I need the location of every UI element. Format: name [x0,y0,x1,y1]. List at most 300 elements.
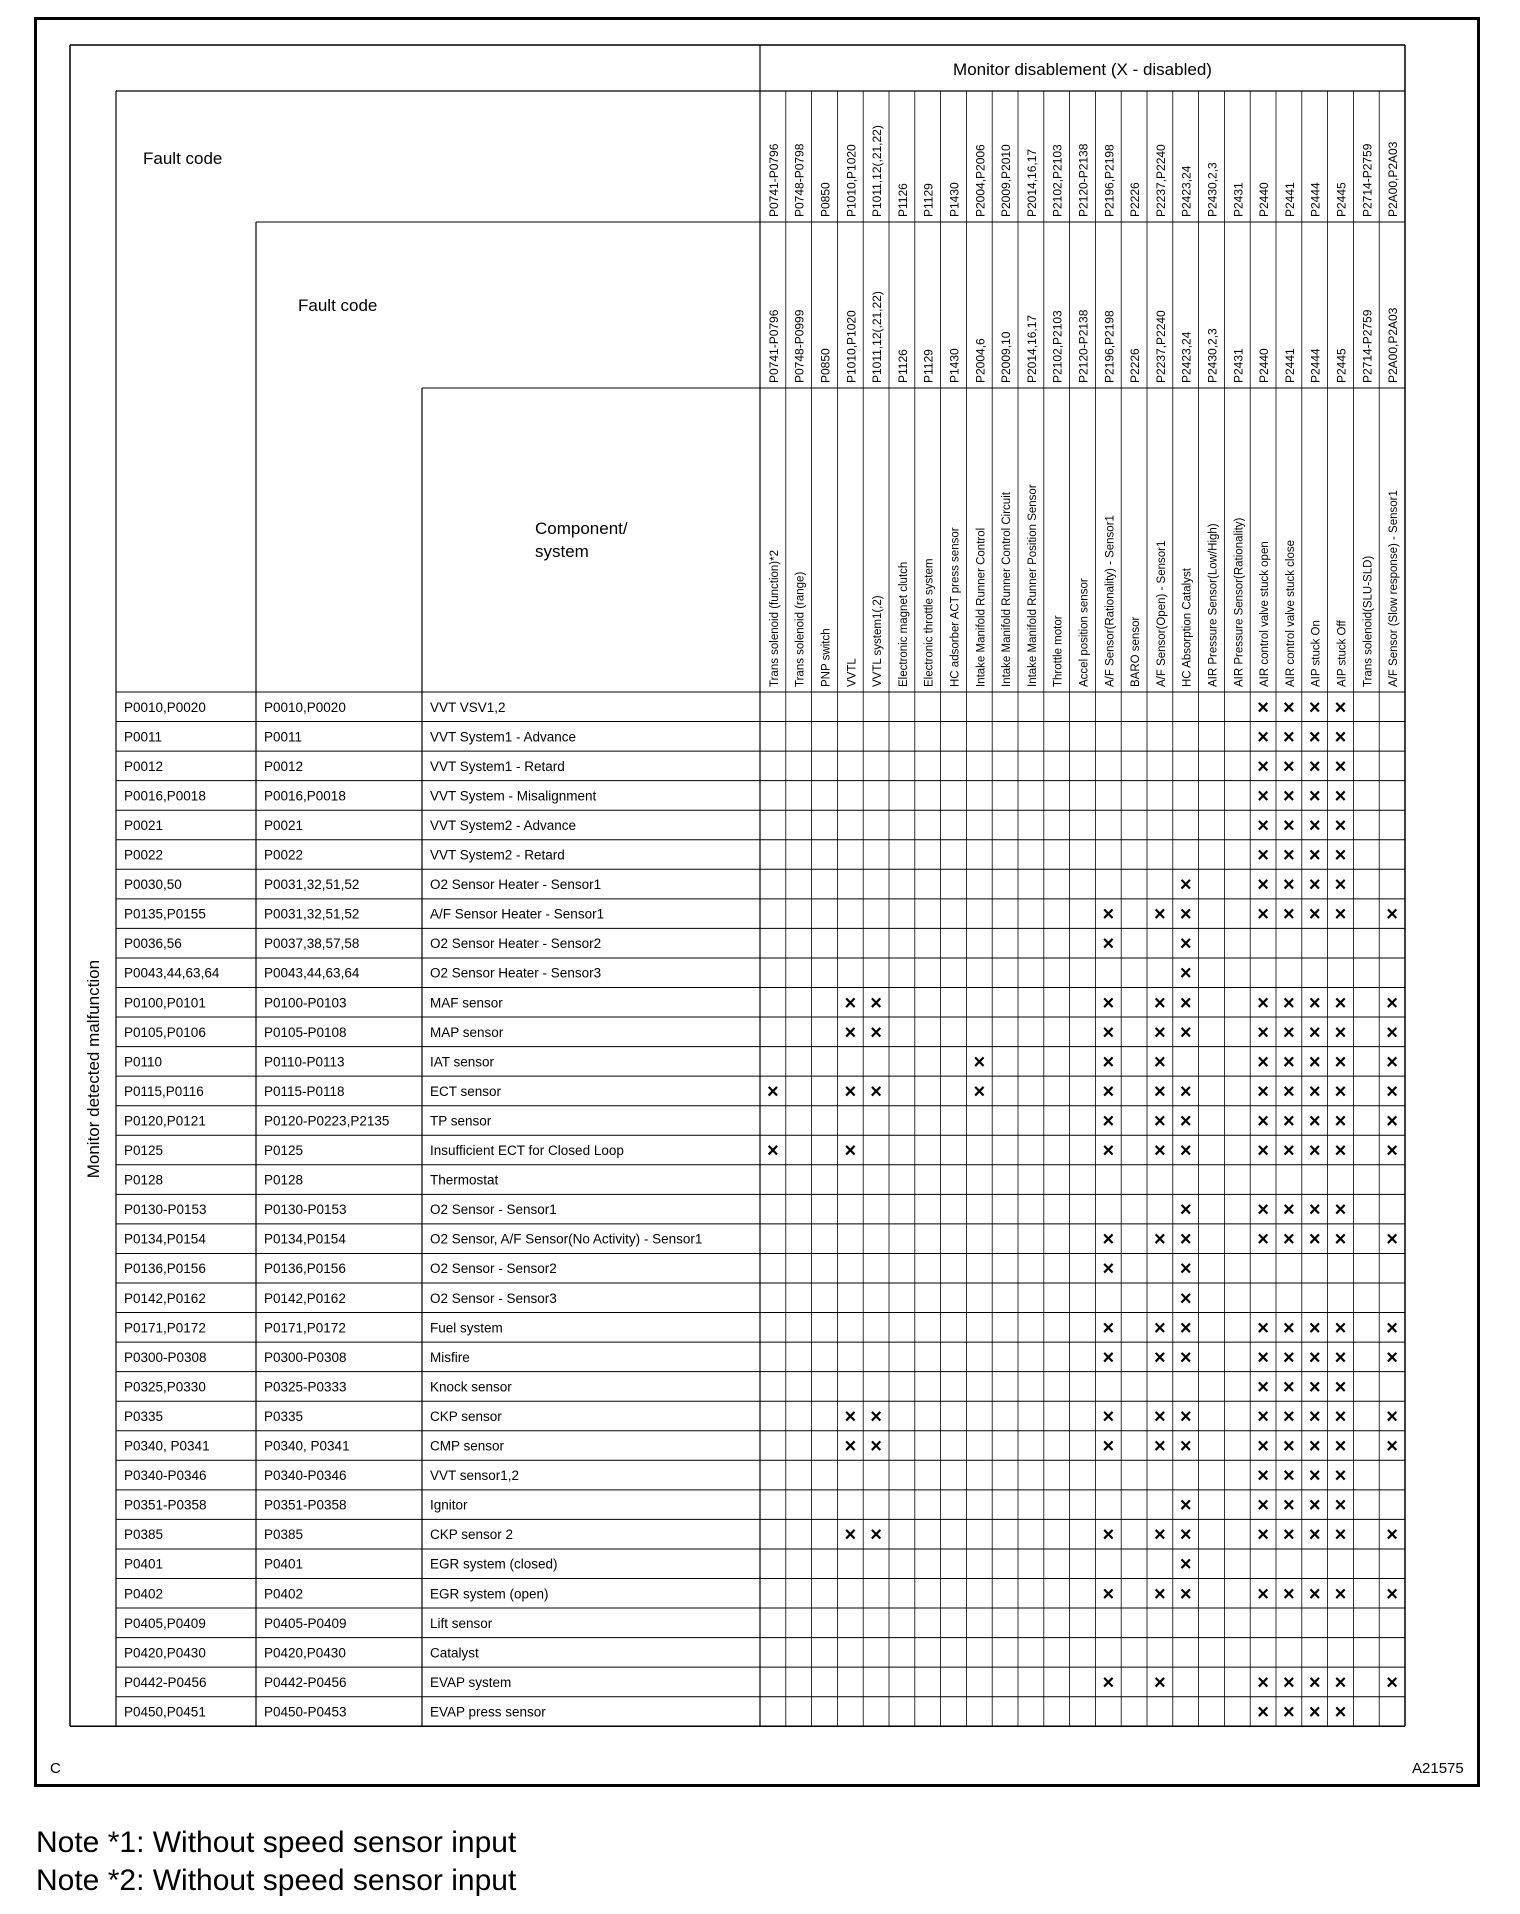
disabled-mark: × [1283,1701,1295,1724]
row-fault-code: P0442-P0456 [124,1674,207,1690]
disabled-mark: × [1308,696,1321,719]
disabled-mark: × [1154,1021,1166,1044]
disabled-mark: × [1308,844,1321,867]
column-code: P1430 [947,182,962,217]
disabled-mark: × [1334,1465,1347,1488]
column-code-2: P2014,16,17 [1024,314,1039,383]
column-code-2: P1126 [895,349,910,383]
row-component: VVT System - Misalignment [430,788,597,804]
disabled-mark: × [1257,1346,1269,1369]
disabled-mark: × [1179,1287,1192,1310]
row-component: VVT sensor1,2 [430,1468,520,1484]
column-name: AIR control valve stuck close [1284,539,1297,687]
disabled-mark: × [1386,1671,1398,1694]
disabled-mark: × [1308,874,1321,897]
column-code: P0748-P0798 [792,143,807,217]
disabled-mark: × [1334,992,1347,1015]
row-fault-code: P0385 [124,1527,164,1543]
column-name: Trans solenoid (range) [794,571,807,687]
disabled-mark: × [1102,1671,1115,1694]
row-component: EGR system (closed) [430,1556,558,1572]
disabled-mark: × [1334,1317,1347,1340]
row-fault-code: P0136,P0156 [124,1261,206,1277]
disabled-mark: × [1257,814,1269,837]
row-fault-code-2: P0442-P0456 [264,1674,347,1690]
column-code-2: P2431 [1231,348,1246,383]
disabled-mark: × [1334,785,1347,808]
row-fault-code: P0405,P0409 [124,1615,206,1631]
row-component: VVT VSV1,2 [430,699,506,715]
disabled-mark: × [1179,903,1192,926]
disabled-mark: × [1334,1583,1347,1606]
disabled-mark: × [1179,962,1192,985]
column-code-2: P2226 [1128,348,1143,383]
disabled-mark: × [1257,1465,1269,1488]
row-component: EGR system (open) [430,1586,549,1602]
row-fault-code-2: P0142,P0162 [264,1290,346,1306]
disabled-mark: × [1283,755,1295,778]
row-fault-code: P0010,P0020 [124,699,206,715]
column-name: AIR Pressure Sensor(Low/High) [1207,523,1220,687]
row-fault-code: P0340-P0346 [124,1468,207,1484]
column-code-2: P2430,2,3 [1205,328,1220,383]
row-component: O2 Sensor Heater - Sensor2 [430,936,602,952]
row-component: O2 Sensor, A/F Sensor(No Activity) - Sensor1 [430,1231,703,1247]
disabled-mark: × [1334,1405,1347,1428]
disabled-mark: × [1102,1346,1115,1369]
disabled-mark: × [1334,1435,1347,1458]
column-code-2: P2441 [1282,348,1297,383]
row-component: Ignitor [430,1497,468,1513]
disabled-mark: × [1257,844,1269,867]
column-code: P2445 [1334,182,1349,217]
disabled-mark: × [1102,1583,1115,1606]
column-code-2: P1011,12(,21,22) [870,291,885,383]
row-fault-code-2: P0401 [264,1556,304,1572]
disabled-mark: × [1257,1317,1269,1340]
disabled-mark: × [1257,1110,1269,1133]
disabled-mark: × [1179,1199,1192,1222]
disabled-mark: × [1257,1021,1269,1044]
disabled-mark: × [1179,1346,1192,1369]
disabled-mark: × [1154,903,1166,926]
disabled-mark: × [1334,903,1347,926]
row-component: Insufficient ECT for Closed Loop [430,1143,624,1159]
disabled-mark: × [1257,1199,1269,1222]
row-component: CKP sensor [430,1408,502,1424]
row-fault-code-2: P0351-P0358 [264,1497,347,1513]
disabled-mark: × [1386,1346,1398,1369]
disabled-mark: × [1179,1140,1192,1163]
row-fault-code-2: P0420,P0430 [264,1645,346,1661]
disabled-mark: × [1386,992,1398,1015]
column-code-2: P2445 [1334,348,1349,383]
disabled-mark: × [1334,1524,1347,1547]
row-fault-code-2: P0037,38,57,58 [264,936,360,952]
disabled-mark: × [1102,1051,1115,1074]
disabled-mark: × [1308,903,1321,926]
column-code: P2004,P2006 [973,144,988,217]
disabled-mark: × [1283,903,1295,926]
disabled-mark: × [1386,1140,1398,1163]
disabled-mark: × [870,1435,882,1458]
disabled-mark: × [1102,1080,1115,1103]
monitor-title: Monitor disablement (X - disabled) [953,60,1212,79]
disabled-mark: × [1386,1051,1398,1074]
row-component: Fuel system [430,1320,503,1336]
column-name: Accel position sensor [1078,578,1091,687]
disabled-mark: × [844,1435,857,1458]
disabled-mark: × [1257,1583,1269,1606]
column-code: P2009,P2010 [999,144,1014,217]
column-code: P2423,24 [1179,165,1194,217]
disabled-mark: × [1154,1346,1166,1369]
disabled-mark: × [1308,1317,1321,1340]
column-code: P2430,2,3 [1205,162,1220,217]
disabled-mark: × [1179,992,1192,1015]
row-component: VVT System2 - Advance [430,817,577,833]
disabled-mark: × [1257,992,1269,1015]
row-component: MAF sensor [430,995,503,1011]
disabled-mark: × [1283,1494,1295,1517]
disabled-mark: × [1257,1701,1269,1724]
disabled-mark: × [1179,1228,1192,1251]
column-code: P1129 [921,183,936,217]
row-component: IAT sensor [430,1054,495,1070]
column-name: HC Absorption Catalyst [1181,568,1194,687]
disabled-mark: × [1257,1494,1269,1517]
column-name: VVTL [846,658,859,687]
column-name: Electronic throttle system [923,558,936,687]
column-code-2: P1430 [947,348,962,383]
disabled-mark: × [1154,1405,1166,1428]
column-code-2: P2714-P2759 [1360,309,1375,383]
disabled-mark: × [1154,1140,1166,1163]
disabled-mark: × [1308,1110,1321,1133]
row-component: CMP sensor [430,1438,505,1454]
column-name: Electronic magnet clutch [897,561,910,687]
column-code: P2237,P2240 [1153,144,1168,217]
row-fault-code: P0401 [124,1556,164,1572]
disabled-mark: × [1283,726,1295,749]
row-component: VVT System1 - Advance [430,729,577,745]
row-fault-code: P0134,P0154 [124,1231,206,1247]
disabled-mark: × [1179,1080,1192,1103]
disabled-mark: × [1283,1051,1295,1074]
row-fault-code-2: P0115-P0118 [264,1083,345,1099]
row-component: EVAP press sensor [430,1704,546,1720]
disabled-mark: × [1179,933,1192,956]
disabled-mark: × [1386,1317,1398,1340]
disabled-mark: × [767,1080,779,1103]
disabled-mark: × [1179,1494,1192,1517]
disabled-mark: × [1179,1553,1192,1576]
disabled-mark: × [1102,1317,1115,1340]
row-fault-code: P0105,P0106 [124,1024,206,1040]
row-fault-code: P0030,50 [124,877,182,893]
row-component: O2 Sensor - Sensor3 [430,1290,557,1306]
disabled-mark: × [1308,1228,1321,1251]
disabled-mark: × [767,1140,779,1163]
disabled-mark: × [1283,1465,1295,1488]
column-name: A/F Sensor (Slow response) - Sensor1 [1388,490,1401,687]
column-code-2: P2444 [1308,348,1323,383]
disabled-mark: × [1257,903,1269,926]
row-component: EVAP system [430,1674,512,1690]
row-fault-code: P0135,P0155 [124,906,206,922]
disabled-mark: × [1308,1021,1321,1044]
disabled-mark: × [1308,755,1321,778]
disabled-mark: × [1308,1051,1321,1074]
disabled-mark: × [1334,1140,1347,1163]
disabled-mark: × [1257,1435,1269,1458]
row-fault-code: P0450,P0451 [124,1704,206,1720]
disabled-mark: × [1334,1228,1347,1251]
disabled-mark: × [1334,1080,1347,1103]
disabled-mark: × [1308,1671,1321,1694]
row-fault-code-2: P0130-P0153 [264,1202,347,1218]
row-component: O2 Sensor - Sensor2 [430,1261,557,1277]
disabled-mark: × [1257,1140,1269,1163]
row-fault-code-2: P0022 [264,847,304,863]
column-name: HC adsorber ACT press sensor [949,527,962,687]
disabled-mark: × [870,1080,882,1103]
column-code: P0741-P0796 [766,143,781,217]
column-code: P2444 [1308,182,1323,217]
disabled-mark: × [1283,814,1295,837]
disabled-mark: × [1386,1405,1398,1428]
row-fault-code: P0125 [124,1143,164,1159]
disabled-mark: × [1334,696,1347,719]
column-name: AIP stuck On [1310,620,1323,687]
column-code-2: P1129 [921,349,936,383]
disabled-mark: × [1179,1258,1192,1281]
disabled-mark: × [1308,1524,1321,1547]
disabled-mark: × [1257,1080,1269,1103]
row-fault-code-2: P0340, P0341 [264,1438,350,1454]
disabled-mark: × [1102,1228,1115,1251]
disabled-mark: × [1283,1346,1295,1369]
row-fault-code-2: P0110-P0113 [264,1054,345,1070]
disabled-mark: × [1257,1376,1269,1399]
column-name: AIR Pressure Sensor(Rationality) [1233,517,1246,687]
disabled-mark: × [1283,1376,1295,1399]
disabled-mark: × [1102,1405,1115,1428]
column-code: P2120-P2138 [1076,143,1091,217]
disabled-mark: × [1283,1110,1295,1133]
disabled-mark: × [1283,1021,1295,1044]
disabled-mark: × [1102,903,1115,926]
row-fault-code-2: P0402 [264,1586,304,1602]
disabled-mark: × [1386,1228,1398,1251]
disabled-mark: × [1334,814,1347,837]
disabled-mark: × [844,1524,857,1547]
column-code: P2431 [1231,182,1246,217]
column-code-2: P2237,P2240 [1153,310,1168,383]
row-fault-code-2: P0171,P0172 [264,1320,346,1336]
note-1: Note *1: Without speed sensor input [36,1826,517,1859]
disabled-mark: × [1154,1080,1166,1103]
disabled-mark: × [1154,1228,1166,1251]
disabled-mark: × [1179,1317,1192,1340]
row-component: MAP sensor [430,1024,504,1040]
row-fault-code-2: P0012 [264,758,304,774]
disabled-mark: × [1179,1583,1192,1606]
row-fault-code: P0100,P0101 [124,995,206,1011]
disabled-mark: × [1308,1435,1321,1458]
column-code-2: P2A00,P2A03 [1386,307,1401,383]
row-fault-code-2: P0136,P0156 [264,1261,346,1277]
column-name: Trans solenoid (function)*2 [768,549,781,687]
column-name: PNP switch [820,628,833,687]
disabled-mark: × [1334,1051,1347,1074]
disabled-mark: × [973,1080,986,1103]
row-component: TP sensor [430,1113,492,1129]
disabled-mark: × [1154,1110,1166,1133]
row-fault-code-2: P0010,P0020 [264,699,346,715]
disabled-mark: × [1154,1583,1166,1606]
component-header: Component/ [535,519,628,538]
row-fault-code: P0120,P0121 [124,1113,206,1129]
row-fault-code: P0036,56 [124,936,182,952]
row-fault-code: P0171,P0172 [124,1320,206,1336]
row-fault-code-2: P0385 [264,1527,304,1543]
disabled-mark: × [1257,696,1269,719]
disabled-mark: × [1386,1021,1398,1044]
disabled-mark: × [1308,1583,1321,1606]
row-component: O2 Sensor Heater - Sensor1 [430,877,602,893]
column-name: A/F Sensor(Rationality) - Sensor1 [1104,515,1117,687]
fault-code-header: Fault code [143,149,223,168]
row-fault-code: P0012 [124,758,164,774]
column-code: P2A00,P2A03 [1386,141,1401,217]
disabled-mark: × [1283,1405,1295,1428]
disabled-mark: × [1386,1110,1398,1133]
disabled-mark: × [1102,1258,1115,1281]
row-component: VVT System2 - Retard [430,847,565,863]
disabled-mark: × [870,1021,882,1044]
column-name: Trans solenoid(SLU-SLD) [1362,555,1375,687]
note-2: Note *2: Without speed sensor input [36,1864,517,1897]
disabled-mark: × [1179,1405,1192,1428]
column-code: P1010,P1020 [844,144,859,217]
disabled-mark: × [1283,844,1295,867]
disabled-mark: × [870,1405,882,1428]
disabled-mark: × [1283,1228,1295,1251]
disabled-mark: × [1283,1671,1295,1694]
column-code: P2014,16,17 [1024,148,1039,217]
disabled-mark: × [1102,1524,1115,1547]
row-fault-code-2: P0100-P0103 [264,995,347,1011]
disabled-mark: × [1386,1080,1398,1103]
disabled-mark: × [1283,992,1295,1015]
row-fault-code: P0016,P0018 [124,788,206,804]
row-fault-code-2: P0016,P0018 [264,788,346,804]
row-fault-code: P0021 [124,817,164,833]
row-component: O2 Sensor - Sensor1 [430,1202,557,1218]
row-fault-code-2: P0043,44,63,64 [264,965,360,981]
row-fault-code-2: P0300-P0308 [264,1349,347,1365]
row-fault-code: P0340, P0341 [124,1438,210,1454]
disabled-mark: × [1179,1524,1192,1547]
disabled-mark: × [844,1021,857,1044]
disabled-mark: × [1386,1435,1398,1458]
row-fault-code-2: P0105-P0108 [264,1024,347,1040]
disabled-mark: × [1154,992,1166,1015]
disabled-mark: × [1334,1671,1347,1694]
disabled-mark: × [1334,726,1347,749]
column-code-2: P1010,P1020 [844,310,859,383]
side-label: Monitor detected malfunction [84,959,103,1179]
row-fault-code-2: P0031,32,51,52 [264,877,360,893]
row-fault-code: P0300-P0308 [124,1349,207,1365]
disabled-mark: × [1179,1435,1192,1458]
disabled-mark: × [1334,1376,1347,1399]
column-name: AIR control valve stuck open [1259,541,1272,687]
row-component: CKP sensor 2 [430,1527,514,1543]
disabled-mark: × [1283,1583,1295,1606]
disabled-mark: × [1308,1199,1321,1222]
row-component: Misfire [430,1349,470,1365]
disabled-mark: × [1308,992,1321,1015]
disabled-mark: × [1257,785,1269,808]
row-fault-code: P0011 [124,729,163,745]
disabled-mark: × [1257,1671,1269,1694]
row-fault-code: P0110 [124,1054,163,1070]
column-code-2: P2102,P2103 [1050,310,1065,383]
disabled-mark: × [1102,1435,1115,1458]
row-fault-code-2: P0011 [264,729,303,745]
disabled-mark: × [1257,726,1269,749]
row-fault-code: P0022 [124,847,164,863]
disabled-mark: × [1334,1110,1347,1133]
disabled-mark: × [1257,1228,1269,1251]
row-fault-code-2: P0120-P0223,P2135 [264,1113,390,1129]
disabled-mark: × [1179,874,1192,897]
disabled-mark: × [1102,1110,1115,1133]
row-fault-code: P0402 [124,1586,164,1602]
column-name: Intake Manifold Runner Position Sensor [1026,484,1039,687]
disabled-mark: × [1283,1080,1295,1103]
disabled-mark: × [870,1524,882,1547]
disabled-mark: × [1308,814,1321,837]
column-name: Throttle motor [1052,615,1065,687]
row-fault-code-2: P0405-P0409 [264,1615,347,1631]
row-fault-code-2: P0031,32,51,52 [264,906,360,922]
column-code-2: P0850 [818,348,833,383]
row-fault-code: P0420,P0430 [124,1645,206,1661]
column-code: P2196,P2198 [1102,144,1117,217]
disabled-mark: × [1334,874,1347,897]
disabled-mark: × [1154,1671,1166,1694]
column-name: AIP stuck Off [1336,620,1349,687]
row-component: Thermostat [430,1172,499,1188]
disabled-mark: × [1283,1524,1295,1547]
column-name: BARO sensor [1130,616,1143,687]
disabled-mark: × [1308,1405,1321,1428]
disabled-mark: × [1308,785,1321,808]
row-fault-code-2: P0125 [264,1143,304,1159]
disabled-mark: × [1283,874,1295,897]
disabled-mark: × [1308,1140,1321,1163]
column-code: P1126 [895,183,910,217]
row-fault-code: P0128 [124,1172,164,1188]
row-fault-code: P0043,44,63,64 [124,965,220,981]
row-component: Catalyst [430,1645,479,1661]
column-code: P2102,P2103 [1050,144,1065,217]
row-fault-code-2: P0340-P0346 [264,1468,347,1484]
disabled-mark: × [1334,844,1347,867]
